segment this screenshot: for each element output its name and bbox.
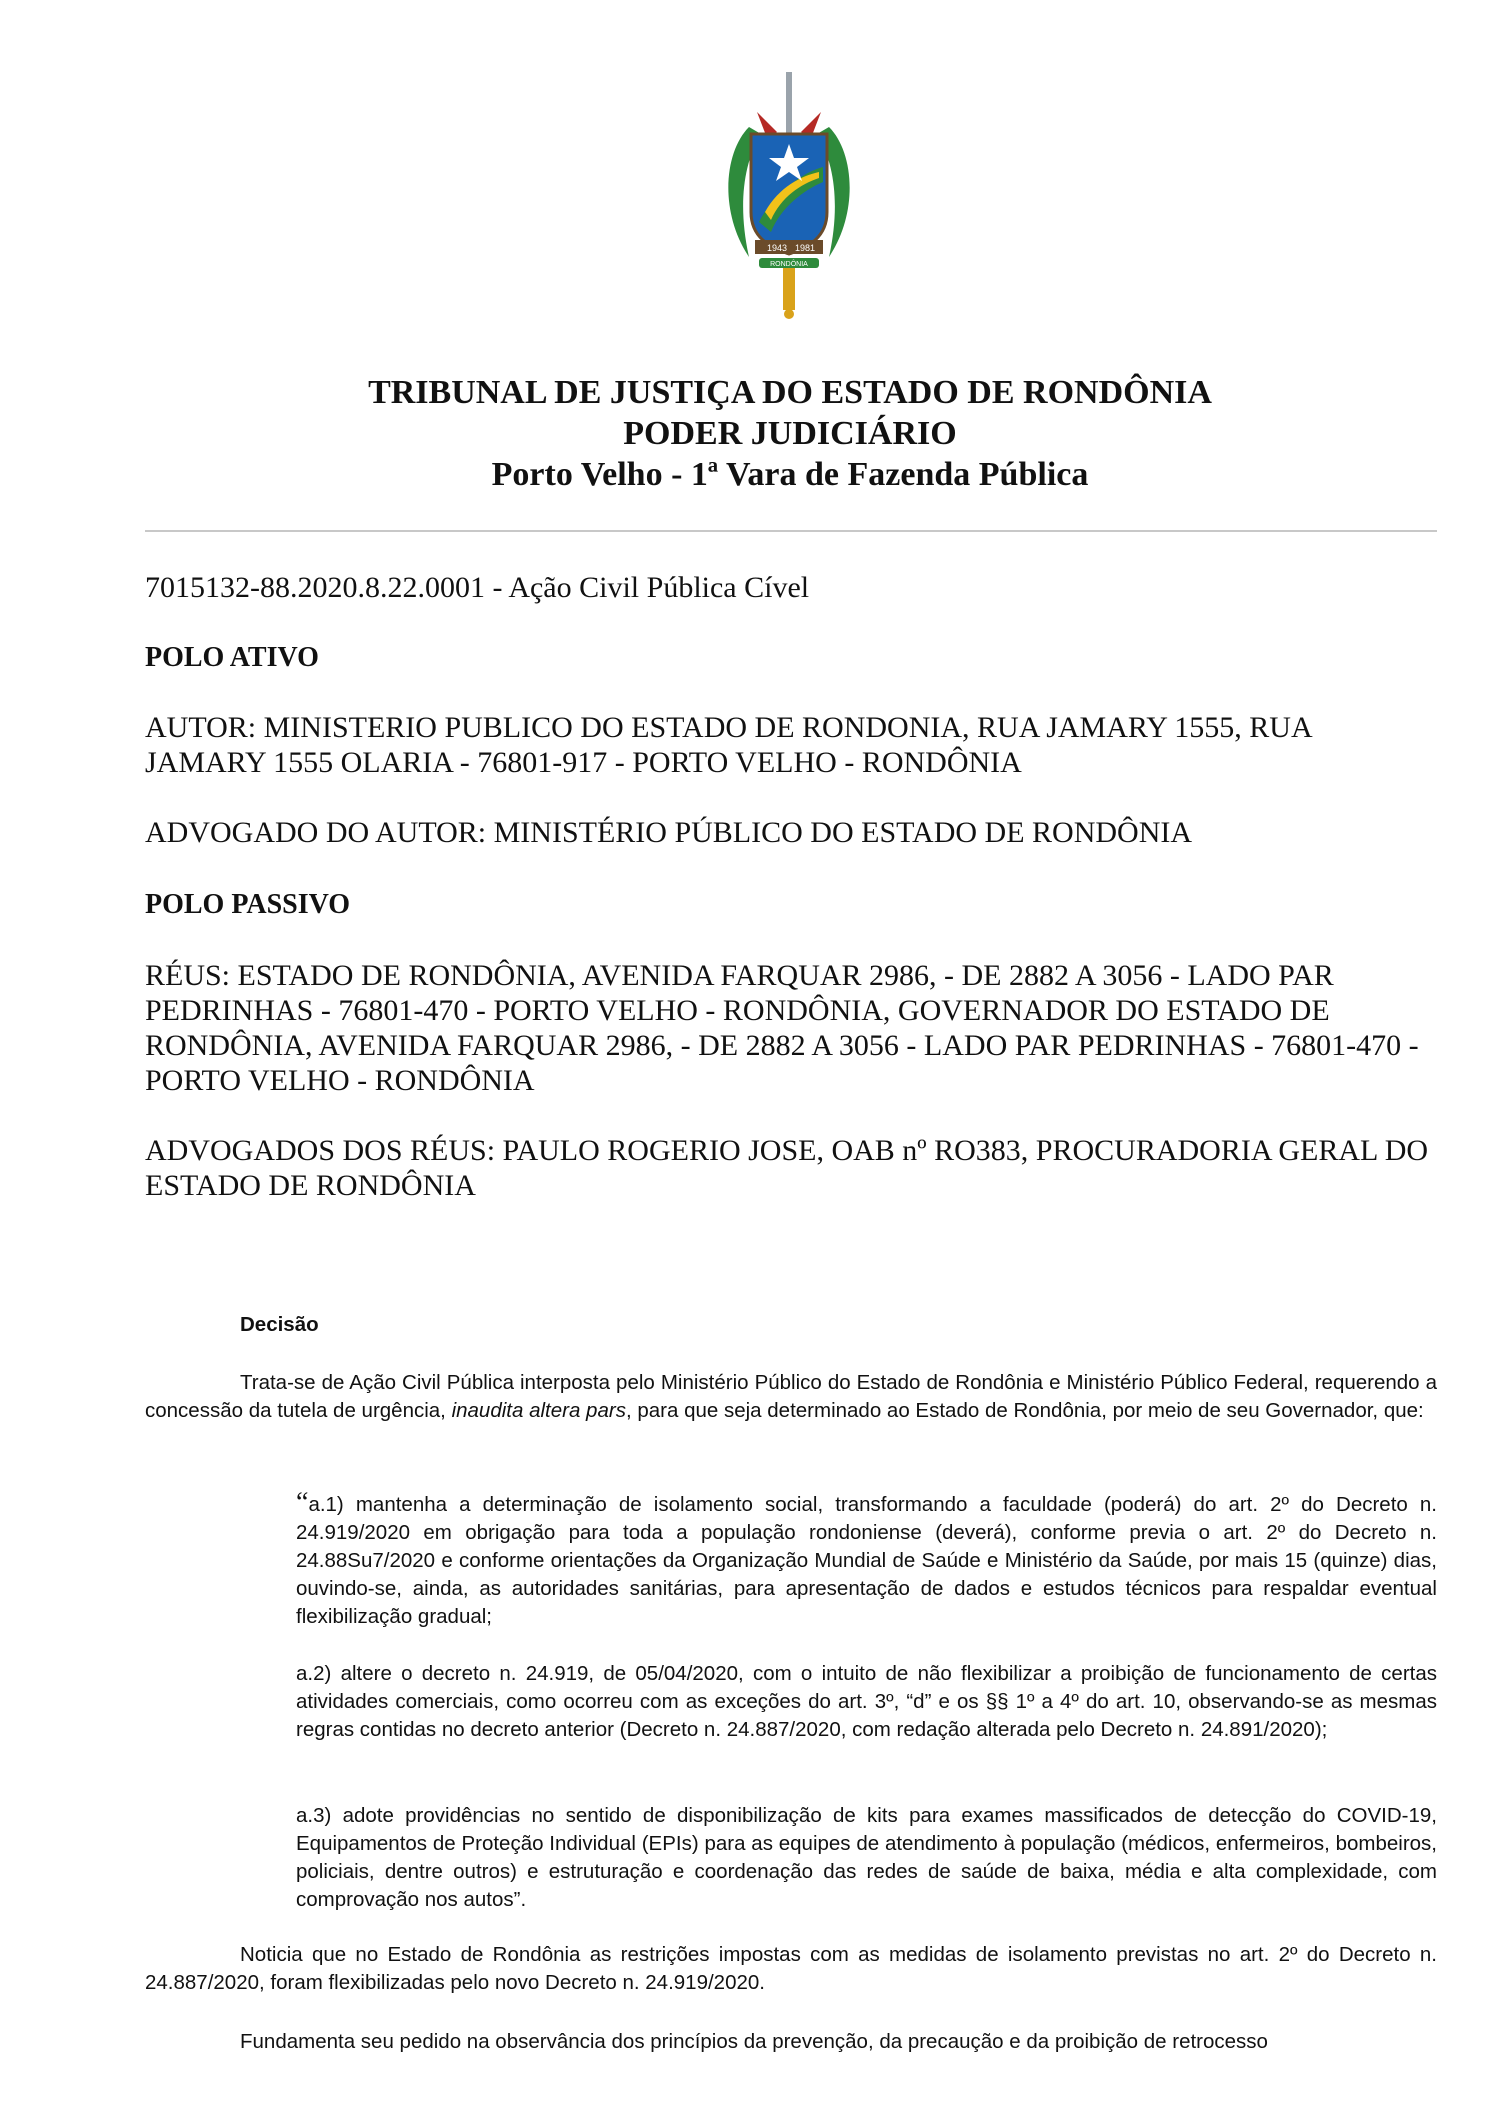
autor-text: AUTOR: MINISTERIO PUBLICO DO ESTADO DE RONDONIA, RUA JAMARY 1555, RUA JAMARY 1555 OLARIA - 76801-917 - PORTO VELHO - RONDÔNIA <box>145 711 1311 779</box>
header-divider <box>145 530 1437 532</box>
sword-blade <box>786 72 792 142</box>
court-division: Porto Velho - 1ª Vara de Fazenda Pública <box>491 456 1089 493</box>
quote-item-a2: a.2) altere o decreto n. 24.919, de 05/04/2020, com o intuito de não flexibilizar a proibição de funcionamento de certas atividades comerciais, como ocorreu com as exceções do art. 3º, “d” e os §§ 1º a 4º do art. 10, observando-se as mesmas regras contidas no decreto anterior (Decreto n. 24.887/2020, com redação alterada pelo Decreto n. 24.891/2020); <box>296 1662 1437 1741</box>
court-branch: PODER JUDICIÁRIO <box>623 415 957 452</box>
intro-italic-text: inaudita altera pars <box>451 1399 626 1422</box>
fundamenta-paragraph: Fundamenta seu pedido na observância dos princípios da prevenção, da precaução e da proibição de retrocesso <box>240 2030 1268 2053</box>
year-left: 1943 <box>767 243 788 253</box>
sword-pommel <box>784 309 794 319</box>
intro-paragraph <box>145 1369 1437 1425</box>
court-name: TRIBUNAL DE JUSTIÇA DO ESTADO DE RONDÔNIA <box>368 374 1212 411</box>
coat-of-arms-emblem <box>719 72 859 322</box>
case-number: 7015132-88.2020.8.22.0001 - Ação Civil Pública Cível <box>145 571 810 604</box>
decision-title: Decisão <box>240 1313 319 1336</box>
intro-text-end: , para que seja determinado ao Estado de Rondônia, por meio de seu Governador, que: <box>625 1399 1424 1422</box>
name-ribbon-text: RONDÔNIA <box>770 261 808 268</box>
quote-item-a3: a.3) adote providências no sentido de disponibilização de kits para exames massificados de detecção do COVID-19, Equipamentos de Proteção Individual (EPIs) para as equipes de atendimento à população (médicos, enfermeiros, bombeiros, policiais, dentre outros) e estruturação e coordenação das redes de saúde de baixa, média e alta complexidade, com comprovação nos autos”. <box>296 1804 1437 1911</box>
polo-passivo-heading: POLO PASSIVO <box>145 889 351 920</box>
polo-ativo-heading: POLO ATIVO <box>145 642 319 673</box>
intro-text: Trata-se de Ação Civil Pública interposta pelo Ministério Público do Estado de Rondônia e Ministério Público Federal, requerendo a concessão da tutela de urgência, <box>145 1371 1437 1422</box>
quote-a1-text: a.1) mantenha a determinação de isolamento social, transformando a faculdade (poderá) do art. 2º do Decreto n. 24.919/2020 em obrigação para toda a população rondoniense (deverá), conforme previa o art. 2º do Decreto n. 24.88Su7/2020 e conforme orientações da Organização Mundial de Saúde e Ministério da Saúde, por mais 15 (quinze) dias, ouvindo-se, ainda, as autoridades sanitárias, para apresentação de dados e estudos técnicos para respaldar eventual flexibilização gradual; <box>296 1493 1437 1628</box>
advogado-autor-text: ADVOGADO DO AUTOR: MINISTÉRIO PÚBLICO DO ESTADO DE RONDÔNIA <box>145 816 1193 849</box>
reus-text: RÉUS: ESTADO DE RONDÔNIA, AVENIDA FARQUAR 2986, - DE 2882 A 3056 - LADO PAR PEDRINHAS - 76801-470 - PORTO VELHO - RONDÔNIA, GOVERNADOR DO ESTADO DE RONDÔNIA, AVENIDA FARQUAR 2986, - DE 2882 A 3056 - LADO PAR PEDRINHAS - 76801-470 - PORTO VELHO - RONDÔNIA <box>145 959 1419 1097</box>
noticia-paragraph: Noticia que no Estado de Rondônia as restrições impostas com as medidas de isolamento previstas no art. 2º do Decreto n. 24.887/2020, foram flexibilizadas pelo novo Decreto n. 24.919/2020. <box>145 1943 1437 1994</box>
quote-item-a1 <box>296 1487 1437 1631</box>
year-right: 1981 <box>795 243 816 253</box>
court-header <box>145 372 1435 495</box>
advogados-reus-text: ADVOGADOS DOS RÉUS: PAULO ROGERIO JOSE, OAB nº RO383, PROCURADORIA GERAL DO ESTADO DE RONDÔNIA <box>145 1134 1429 1202</box>
quote-open-mark: “ <box>296 1487 309 1518</box>
